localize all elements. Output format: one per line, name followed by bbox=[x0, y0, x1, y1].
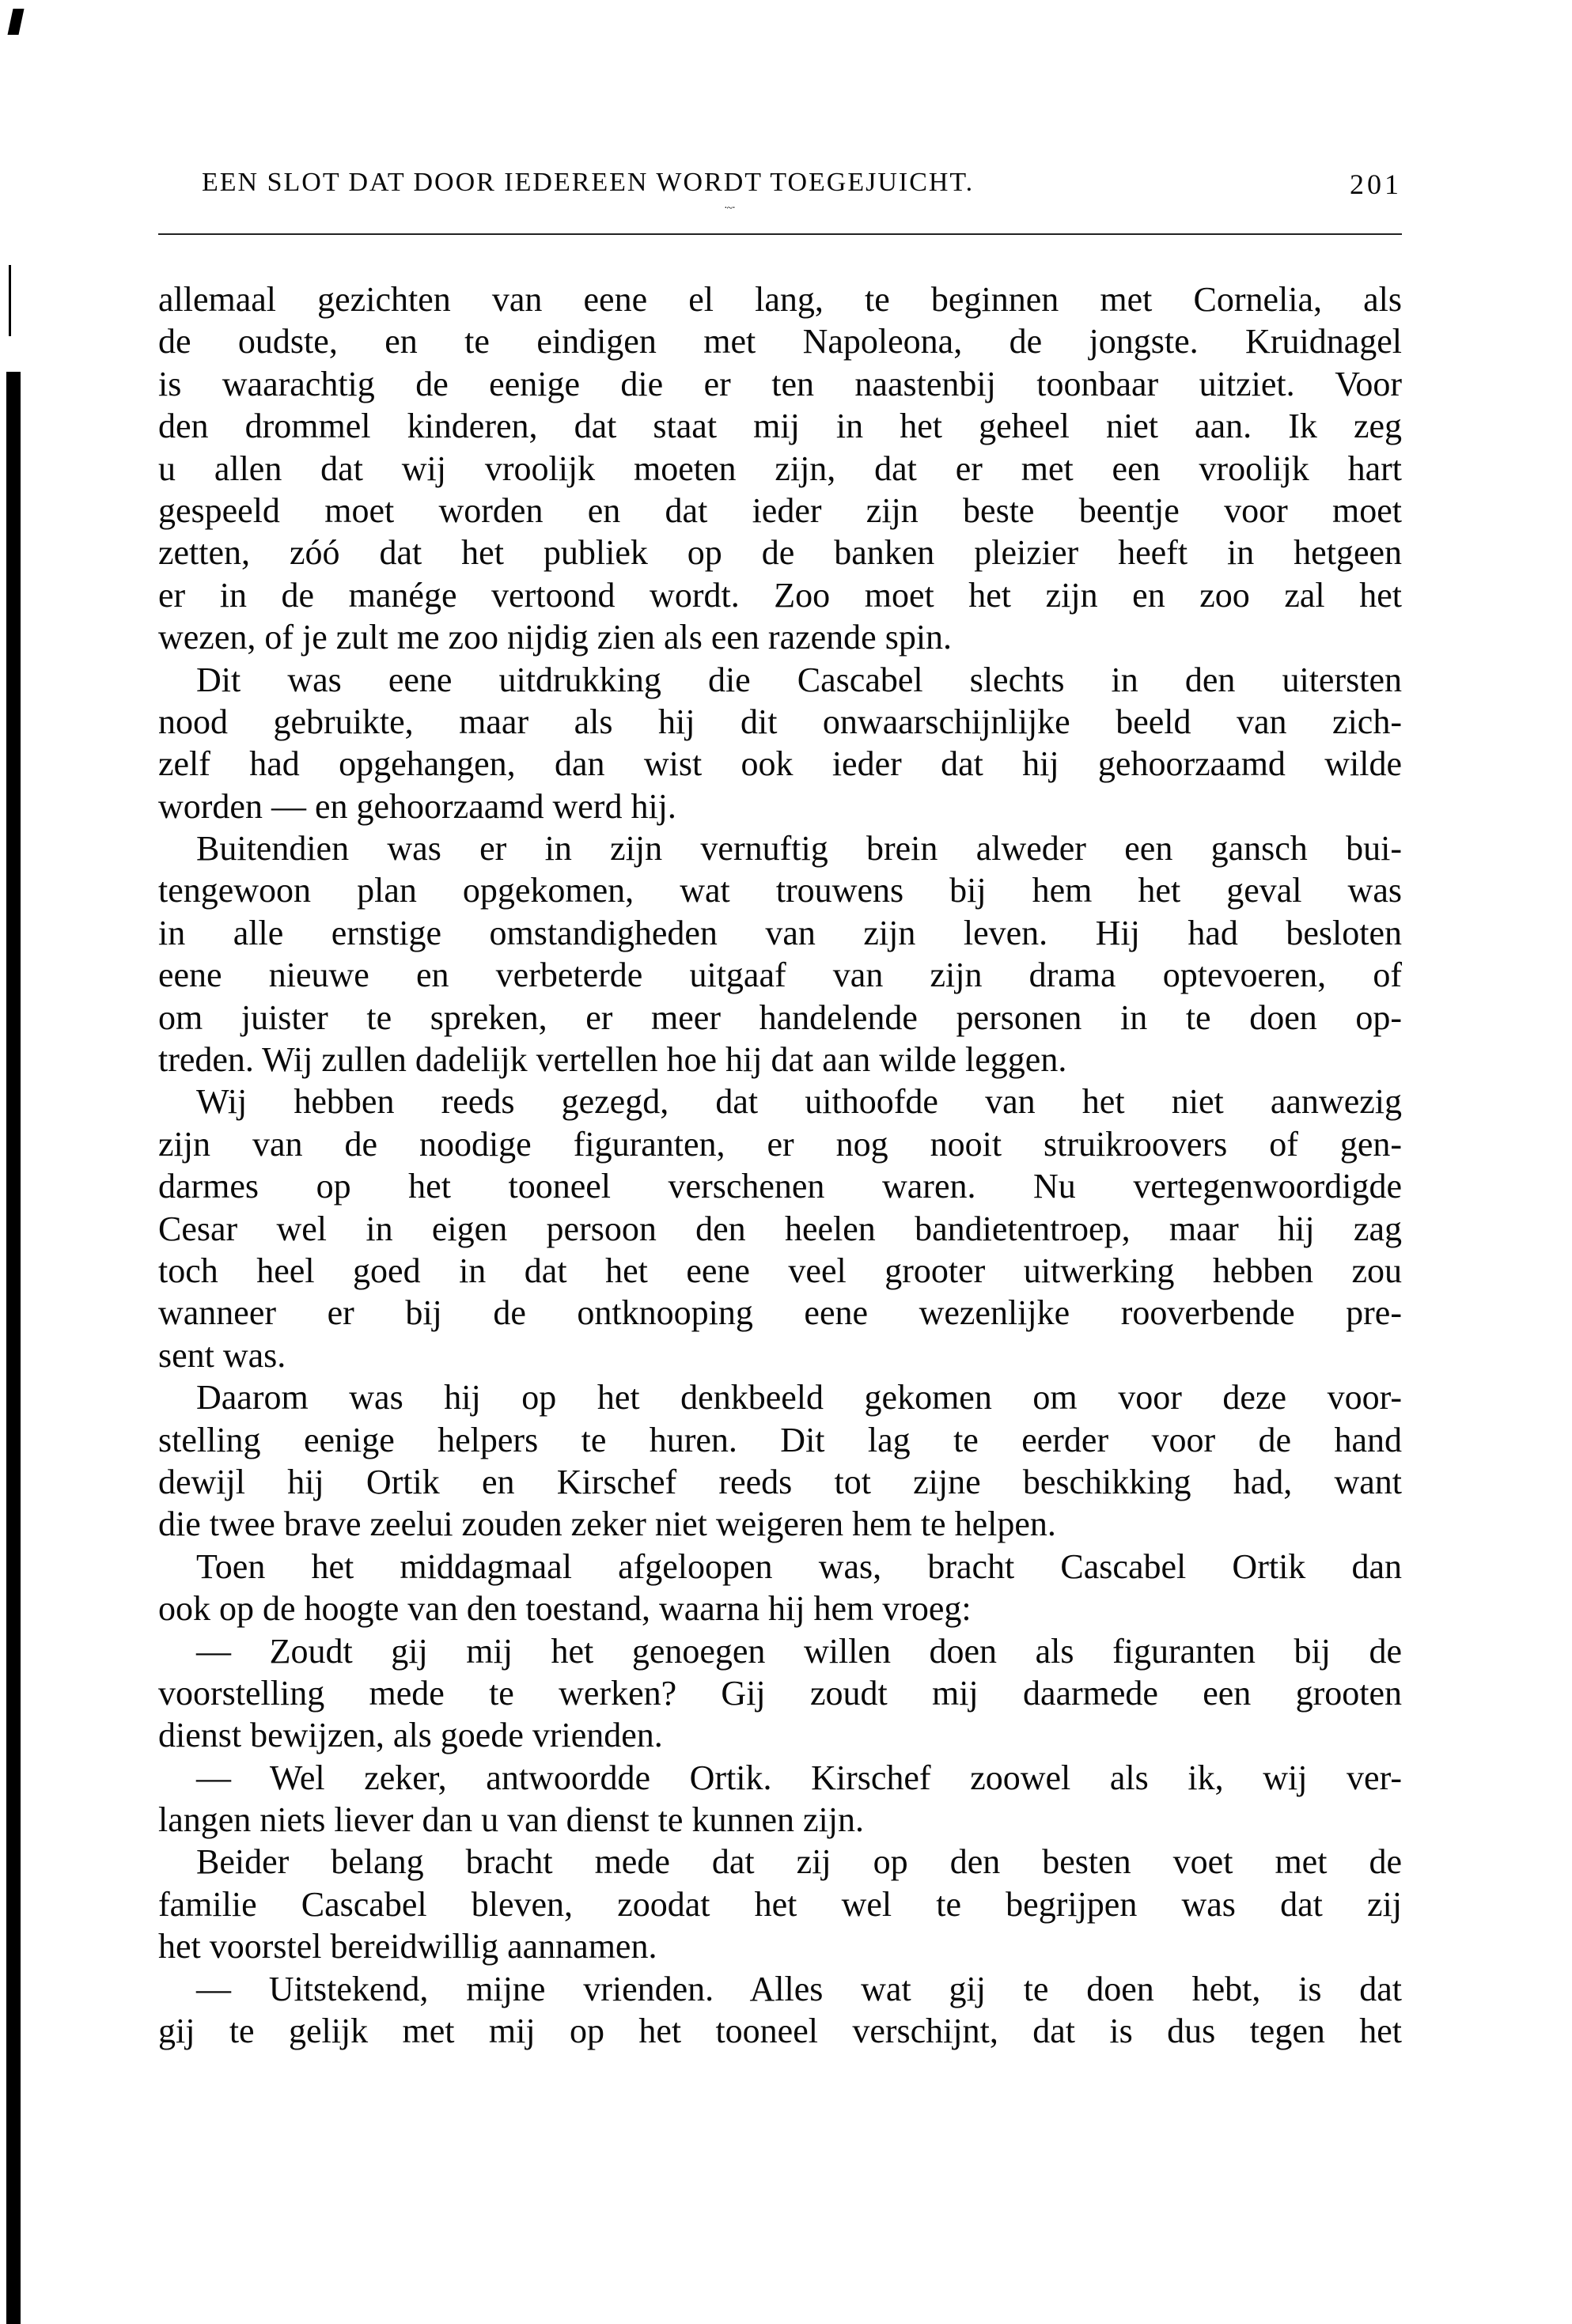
text-line: Wij hebben reeds gezegd, dat uithoofde van het niet aanwezig bbox=[196, 1082, 1402, 1122]
running-title: EEN SLOT DAT DOOR IEDEREEN WORDT TOEGEJUICHT. bbox=[202, 168, 975, 197]
text-line: — Zoudt gij mij het genoegen willen doen als figuranten bij de bbox=[196, 1631, 1402, 1671]
running-header bbox=[158, 168, 1402, 207]
text-line: eene nieuwe en verbeterde uitgaaf van zijn drama optevoeren, of bbox=[158, 956, 1402, 995]
body-text bbox=[158, 278, 1402, 2052]
text-line: Dit was eene uitdrukking die Cascabel slechts in den uitersten bbox=[196, 660, 1402, 699]
text-line: gij te gelijk met mij op het tooneel verschijnt, dat is dus tegen het bbox=[158, 2012, 1402, 2051]
text-line: Daarom was hij op het denkbeeld gekomen om voor deze voor- bbox=[196, 1378, 1402, 1417]
text-line: sent was. bbox=[158, 1335, 286, 1375]
text-line: is waarachtig de eenige die er ten naastenbij toonbaar uitziet. Voor bbox=[158, 364, 1402, 403]
header-rule bbox=[158, 233, 1402, 235]
binding-shadow bbox=[6, 372, 21, 2324]
header-ornament: ·~· bbox=[724, 202, 735, 214]
text-line: nood gebruikte, maar als hij dit onwaarschijnlijke beeld van zich- bbox=[158, 702, 1402, 741]
scan-corner-mark bbox=[7, 9, 24, 35]
text-line: allemaal gezichten van eene el lang, te beginnen met Cornelia, als bbox=[158, 280, 1402, 319]
text-line: darmes op het tooneel verschenen waren. Nu vertegenwoordigde bbox=[158, 1167, 1402, 1206]
text-line: tengewoon plan opgekomen, wat trouwens bij hem het geval was bbox=[158, 871, 1402, 910]
text-line: er in de manége vertoond wordt. Zoo moet het zijn en zoo zal het bbox=[158, 575, 1402, 615]
text-line: Toen het middagmaal afgeloopen was, bracht Cascabel Ortik dan bbox=[196, 1546, 1402, 1586]
text-line: het voorstel bereidwillig aannamen. bbox=[158, 1927, 657, 1966]
text-line: den drommel kinderen, dat staat mij in het geheel niet aan. Ik zeg bbox=[158, 407, 1402, 446]
text-line: zijn van de noodige figuranten, er nog nooit struikroovers of gen- bbox=[158, 1124, 1402, 1164]
text-line: zetten, zóó dat het publiek op de banken pleizier heeft in hetgeen bbox=[158, 533, 1402, 573]
text-line: ook op de hoogte van den toestand, waarna hij hem vroeg: bbox=[158, 1589, 972, 1629]
text-line: die twee brave zeelui zouden zeker niet weigeren hem te helpen. bbox=[158, 1505, 1056, 1544]
text-line: de oudste, en te eindigen met Napoleona, de jongste. Kruidnagel bbox=[158, 322, 1402, 361]
text-line: gespeeld moet worden en dat ieder zijn beste beentje voor moet bbox=[158, 490, 1402, 530]
text-line: voorstelling mede te werken? Gij zoudt mij daarmede een grooten bbox=[158, 1673, 1402, 1713]
text-line: Cesar wel in eigen persoon den heelen bandietentroep, maar hij zag bbox=[158, 1209, 1402, 1248]
text-line: Beider belang bracht mede dat zij op den besten voet met de bbox=[196, 1842, 1402, 1882]
text-line: dienst bewijzen, als goede vrienden. bbox=[158, 1716, 663, 1755]
text-line: wanneer er bij de ontknooping eene wezenlijke rooverbende pre- bbox=[158, 1293, 1402, 1333]
text-line: treden. Wij zullen dadelijk vertellen hoe hij dat aan wilde leggen. bbox=[158, 1040, 1067, 1080]
page-number: 201 bbox=[1350, 168, 1402, 200]
text-line: Buitendien was er in zijn vernuftig brein alweder een gansch bui- bbox=[196, 829, 1402, 869]
text-line: — Wel zeker, antwoordde Ortik. Kirschef zoowel als ik, wij ver- bbox=[196, 1758, 1402, 1797]
binding-shadow-top bbox=[9, 265, 11, 336]
text-line: worden — en gehoorzaamd werd hij. bbox=[158, 786, 676, 826]
text-line: toch heel goed in dat het eene veel grooter uitwerking hebben zou bbox=[158, 1251, 1402, 1290]
text-line: dewijl hij Ortik en Kirschef reeds tot zijne beschikking had, want bbox=[158, 1462, 1402, 1501]
text-line: — Uitstekend, mijne vrienden. Alles wat gij te doen hebt, is dat bbox=[196, 1969, 1402, 2008]
text-line: u allen dat wij vroolijk moeten zijn, dat er met een vroolijk hart bbox=[158, 449, 1402, 488]
text-line: zelf had opgehangen, dan wist ook ieder dat hij gehoorzaamd wilde bbox=[158, 744, 1402, 784]
text-line: langen niets liever dan u van dienst te kunnen zijn. bbox=[158, 1800, 864, 1840]
text-line: wezen, of je zult me zoo nijdig zien als een razende spin. bbox=[158, 618, 953, 657]
text-line: stelling eenige helpers te huren. Dit lag te eerder voor de hand bbox=[158, 1420, 1402, 1459]
text-line: familie Cascabel bleven, zoodat het wel te begrijpen was dat zij bbox=[158, 1884, 1402, 1924]
text-line: in alle ernstige omstandigheden van zijn leven. Hij had besloten bbox=[158, 913, 1402, 952]
text-line: om juister te spreken, er meer handelende personen in te doen op- bbox=[158, 997, 1402, 1037]
